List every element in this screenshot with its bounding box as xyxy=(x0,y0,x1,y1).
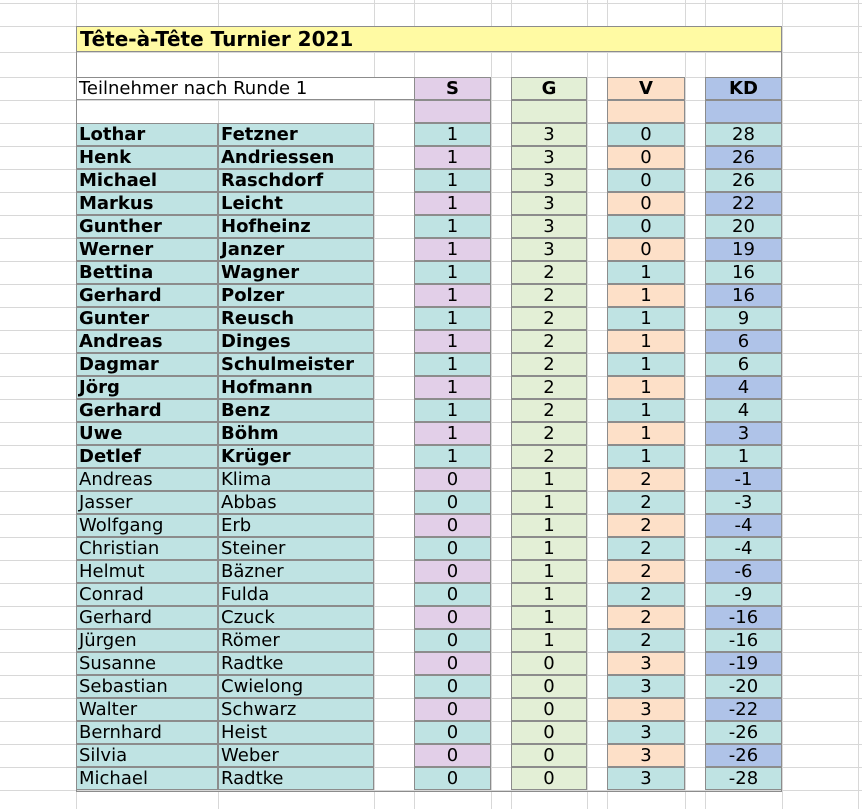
last-name-cell[interactable]: Hofmann xyxy=(218,376,374,399)
first-name-cell[interactable]: Jörg xyxy=(76,376,218,399)
first-name-cell[interactable]: Gunter xyxy=(76,307,218,330)
v-cell[interactable]: 0 xyxy=(607,238,685,261)
kd-cell[interactable]: 4 xyxy=(705,399,782,422)
v-cell[interactable]: 3 xyxy=(607,744,685,767)
last-name-cell[interactable]: Römer xyxy=(218,629,374,652)
last-name-cell[interactable]: Leicht xyxy=(218,192,374,215)
kd-cell[interactable]: -1 xyxy=(705,468,782,491)
s-cell[interactable]: 1 xyxy=(414,422,491,445)
first-name-cell[interactable]: Gerhard xyxy=(76,606,218,629)
s-cell[interactable]: 0 xyxy=(414,767,491,790)
v-cell[interactable]: 2 xyxy=(607,468,685,491)
first-name-cell[interactable]: Conrad xyxy=(76,583,218,606)
s-cell[interactable]: 1 xyxy=(414,215,491,238)
v-cell[interactable]: 2 xyxy=(607,514,685,537)
last-name-cell[interactable]: Polzer xyxy=(218,284,374,307)
first-name-cell[interactable]: Bernhard xyxy=(76,721,218,744)
v-cell[interactable]: 1 xyxy=(607,422,685,445)
v-cell[interactable]: 0 xyxy=(607,123,685,146)
kd-cell[interactable]: 6 xyxy=(705,353,782,376)
first-name-cell[interactable]: Jürgen xyxy=(76,629,218,652)
last-name-cell[interactable]: Böhm xyxy=(218,422,374,445)
last-name-cell[interactable]: Schwarz xyxy=(218,698,374,721)
kd-cell[interactable]: -16 xyxy=(705,629,782,652)
v-cell[interactable]: 1 xyxy=(607,399,685,422)
last-name-cell[interactable]: Krüger xyxy=(218,445,374,468)
kd-cell[interactable]: 1 xyxy=(705,445,782,468)
s-cell[interactable]: 0 xyxy=(414,721,491,744)
last-name-cell[interactable]: Cwielong xyxy=(218,675,374,698)
g-cell[interactable]: 0 xyxy=(511,675,587,698)
v-cell[interactable]: 2 xyxy=(607,491,685,514)
v-cell[interactable]: 1 xyxy=(607,376,685,399)
kd-cell[interactable]: -4 xyxy=(705,514,782,537)
s-cell[interactable]: 0 xyxy=(414,698,491,721)
last-name-cell[interactable]: Wagner xyxy=(218,261,374,284)
g-cell[interactable]: 1 xyxy=(511,491,587,514)
last-name-cell[interactable]: Radtke xyxy=(218,652,374,675)
first-name-cell[interactable]: Gunther xyxy=(76,215,218,238)
kd-cell[interactable]: 3 xyxy=(705,422,782,445)
v-cell[interactable]: 0 xyxy=(607,215,685,238)
g-cell[interactable]: 3 xyxy=(511,192,587,215)
header-v[interactable]: V xyxy=(607,77,685,100)
first-name-cell[interactable]: Lothar xyxy=(76,123,218,146)
first-name-cell[interactable]: Dagmar xyxy=(76,353,218,376)
subtitle-cell[interactable]: Teilnehmer nach Runde 1 xyxy=(76,77,414,100)
kd-cell[interactable]: -19 xyxy=(705,652,782,675)
s-cell[interactable]: 1 xyxy=(414,353,491,376)
kd-cell[interactable]: 9 xyxy=(705,307,782,330)
v-cell[interactable]: 2 xyxy=(607,583,685,606)
g-cell[interactable]: 2 xyxy=(511,353,587,376)
s-cell[interactable]: 1 xyxy=(414,307,491,330)
s-cell[interactable]: 1 xyxy=(414,169,491,192)
header-s-blank[interactable] xyxy=(414,100,491,123)
last-name-cell[interactable]: Dinges xyxy=(218,330,374,353)
first-name-cell[interactable]: Jasser xyxy=(76,491,218,514)
kd-cell[interactable]: 6 xyxy=(705,330,782,353)
kd-cell[interactable]: -28 xyxy=(705,767,782,790)
kd-cell[interactable]: 16 xyxy=(705,284,782,307)
v-cell[interactable]: 1 xyxy=(607,445,685,468)
s-cell[interactable]: 0 xyxy=(414,629,491,652)
kd-cell[interactable]: -4 xyxy=(705,537,782,560)
g-cell[interactable]: 1 xyxy=(511,468,587,491)
kd-cell[interactable]: 20 xyxy=(705,215,782,238)
v-cell[interactable]: 3 xyxy=(607,675,685,698)
first-name-cell[interactable]: Silvia xyxy=(76,744,218,767)
s-cell[interactable]: 0 xyxy=(414,537,491,560)
g-cell[interactable]: 0 xyxy=(511,652,587,675)
s-cell[interactable]: 1 xyxy=(414,146,491,169)
first-name-cell[interactable]: Christian xyxy=(76,537,218,560)
v-cell[interactable]: 1 xyxy=(607,261,685,284)
last-name-cell[interactable]: Czuck xyxy=(218,606,374,629)
first-name-cell[interactable]: Andreas xyxy=(76,330,218,353)
s-cell[interactable]: 1 xyxy=(414,445,491,468)
v-cell[interactable]: 2 xyxy=(607,629,685,652)
g-cell[interactable]: 2 xyxy=(511,261,587,284)
grid-line-h xyxy=(0,790,862,791)
last-name-cell[interactable]: Schulmeister xyxy=(218,353,374,376)
first-name-cell[interactable]: Andreas xyxy=(76,468,218,491)
v-cell[interactable]: 1 xyxy=(607,284,685,307)
last-name-cell[interactable]: Fetzner xyxy=(218,123,374,146)
s-cell[interactable]: 1 xyxy=(414,123,491,146)
s-cell[interactable]: 0 xyxy=(414,606,491,629)
v-cell[interactable]: 0 xyxy=(607,169,685,192)
kd-cell[interactable]: -22 xyxy=(705,698,782,721)
kd-cell[interactable]: -6 xyxy=(705,560,782,583)
s-cell[interactable]: 0 xyxy=(414,514,491,537)
first-name-cell[interactable]: Detlef xyxy=(76,445,218,468)
header-g[interactable]: G xyxy=(511,77,587,100)
last-name-cell[interactable]: Bäzner xyxy=(218,560,374,583)
g-cell[interactable]: 1 xyxy=(511,629,587,652)
kd-cell[interactable]: 28 xyxy=(705,123,782,146)
kd-cell[interactable]: -26 xyxy=(705,721,782,744)
last-name-cell[interactable]: Heist xyxy=(218,721,374,744)
first-name-cell[interactable]: Bettina xyxy=(76,261,218,284)
s-cell[interactable]: 1 xyxy=(414,261,491,284)
s-cell[interactable]: 1 xyxy=(414,238,491,261)
s-cell[interactable]: 1 xyxy=(414,192,491,215)
v-cell[interactable]: 0 xyxy=(607,146,685,169)
v-cell[interactable]: 3 xyxy=(607,767,685,790)
header-g-blank[interactable] xyxy=(511,100,587,123)
g-cell[interactable]: 0 xyxy=(511,721,587,744)
last-name-cell[interactable]: Steiner xyxy=(218,537,374,560)
last-name-cell[interactable]: Janzer xyxy=(218,238,374,261)
header-s[interactable]: S xyxy=(414,77,491,100)
last-name-cell[interactable]: Fulda xyxy=(218,583,374,606)
first-name-cell[interactable]: Helmut xyxy=(76,560,218,583)
v-cell[interactable]: 1 xyxy=(607,307,685,330)
grid-line-v xyxy=(782,0,783,809)
kd-cell[interactable]: 4 xyxy=(705,376,782,399)
s-cell[interactable]: 0 xyxy=(414,675,491,698)
first-name-cell[interactable]: Gerhard xyxy=(76,284,218,307)
kd-cell[interactable]: -3 xyxy=(705,491,782,514)
v-cell[interactable]: 1 xyxy=(607,330,685,353)
g-cell[interactable]: 2 xyxy=(511,376,587,399)
v-cell[interactable]: 3 xyxy=(607,698,685,721)
kd-cell[interactable]: -20 xyxy=(705,675,782,698)
g-cell[interactable]: 2 xyxy=(511,445,587,468)
s-cell[interactable]: 1 xyxy=(414,284,491,307)
g-cell[interactable]: 0 xyxy=(511,767,587,790)
v-cell[interactable]: 2 xyxy=(607,537,685,560)
grid-line-v xyxy=(685,0,686,809)
g-cell[interactable]: 2 xyxy=(511,422,587,445)
last-name-cell[interactable]: Erb xyxy=(218,514,374,537)
g-cell[interactable]: 2 xyxy=(511,284,587,307)
g-cell[interactable]: 1 xyxy=(511,583,587,606)
first-name-cell[interactable]: Walter xyxy=(76,698,218,721)
last-name-cell[interactable]: Hofheinz xyxy=(218,215,374,238)
first-name-cell[interactable]: Wolfgang xyxy=(76,514,218,537)
last-name-cell[interactable]: Abbas xyxy=(218,491,374,514)
s-cell[interactable]: 0 xyxy=(414,560,491,583)
g-cell[interactable]: 3 xyxy=(511,238,587,261)
last-name-cell[interactable]: Weber xyxy=(218,744,374,767)
first-name-cell[interactable]: Sebastian xyxy=(76,675,218,698)
g-cell[interactable]: 3 xyxy=(511,169,587,192)
g-cell[interactable]: 2 xyxy=(511,330,587,353)
g-cell[interactable]: 1 xyxy=(511,560,587,583)
v-cell[interactable]: 2 xyxy=(607,560,685,583)
kd-cell[interactable]: -16 xyxy=(705,606,782,629)
g-cell[interactable]: 1 xyxy=(511,606,587,629)
g-cell[interactable]: 0 xyxy=(511,698,587,721)
grid-line-v xyxy=(858,0,859,809)
v-cell[interactable]: 2 xyxy=(607,606,685,629)
g-cell[interactable]: 1 xyxy=(511,514,587,537)
kd-cell[interactable]: 26 xyxy=(705,169,782,192)
first-name-cell[interactable]: Michael xyxy=(76,169,218,192)
last-name-cell[interactable]: Reusch xyxy=(218,307,374,330)
kd-cell[interactable]: 19 xyxy=(705,238,782,261)
header-kd-blank[interactable] xyxy=(705,100,782,123)
s-cell[interactable]: 1 xyxy=(414,399,491,422)
g-cell[interactable]: 3 xyxy=(511,123,587,146)
first-name-cell[interactable]: Markus xyxy=(76,192,218,215)
s-cell[interactable]: 1 xyxy=(414,376,491,399)
v-cell[interactable]: 3 xyxy=(607,721,685,744)
header-v-blank[interactable] xyxy=(607,100,685,123)
g-cell[interactable]: 2 xyxy=(511,307,587,330)
g-cell[interactable]: 2 xyxy=(511,399,587,422)
g-cell[interactable]: 1 xyxy=(511,537,587,560)
last-name-cell[interactable]: Radtke xyxy=(218,767,374,790)
grid-line-h xyxy=(0,52,862,53)
g-cell[interactable]: 0 xyxy=(511,744,587,767)
grid-line-h xyxy=(0,3,862,4)
first-name-cell[interactable]: Susanne xyxy=(76,652,218,675)
kd-cell[interactable]: 22 xyxy=(705,192,782,215)
first-name-cell[interactable]: Uwe xyxy=(76,422,218,445)
sheet-title[interactable]: Tête-à-Tête Turnier 2021 xyxy=(76,26,782,52)
s-cell[interactable]: 0 xyxy=(414,744,491,767)
last-name-cell[interactable]: Klima xyxy=(218,468,374,491)
v-cell[interactable]: 1 xyxy=(607,353,685,376)
grid-line-v xyxy=(374,0,375,809)
first-name-cell[interactable]: Gerhard xyxy=(76,399,218,422)
last-name-cell[interactable]: Benz xyxy=(218,399,374,422)
g-cell[interactable]: 3 xyxy=(511,215,587,238)
g-cell[interactable]: 3 xyxy=(511,146,587,169)
first-name-cell[interactable]: Henk xyxy=(76,146,218,169)
grid-line-v xyxy=(587,0,588,809)
s-cell[interactable]: 0 xyxy=(414,468,491,491)
kd-cell[interactable]: 16 xyxy=(705,261,782,284)
grid-line-v xyxy=(491,0,492,809)
s-cell[interactable]: 0 xyxy=(414,491,491,514)
s-cell[interactable]: 0 xyxy=(414,583,491,606)
kd-cell[interactable]: 26 xyxy=(705,146,782,169)
first-name-cell[interactable]: Werner xyxy=(76,238,218,261)
v-cell[interactable]: 3 xyxy=(607,652,685,675)
kd-cell[interactable]: -9 xyxy=(705,583,782,606)
first-name-cell[interactable]: Michael xyxy=(76,767,218,790)
last-name-cell[interactable]: Andriessen xyxy=(218,146,374,169)
s-cell[interactable]: 0 xyxy=(414,652,491,675)
v-cell[interactable]: 0 xyxy=(607,192,685,215)
kd-cell[interactable]: -26 xyxy=(705,744,782,767)
last-name-cell[interactable]: Raschdorf xyxy=(218,169,374,192)
s-cell[interactable]: 1 xyxy=(414,330,491,353)
header-kd[interactable]: KD xyxy=(705,77,782,100)
